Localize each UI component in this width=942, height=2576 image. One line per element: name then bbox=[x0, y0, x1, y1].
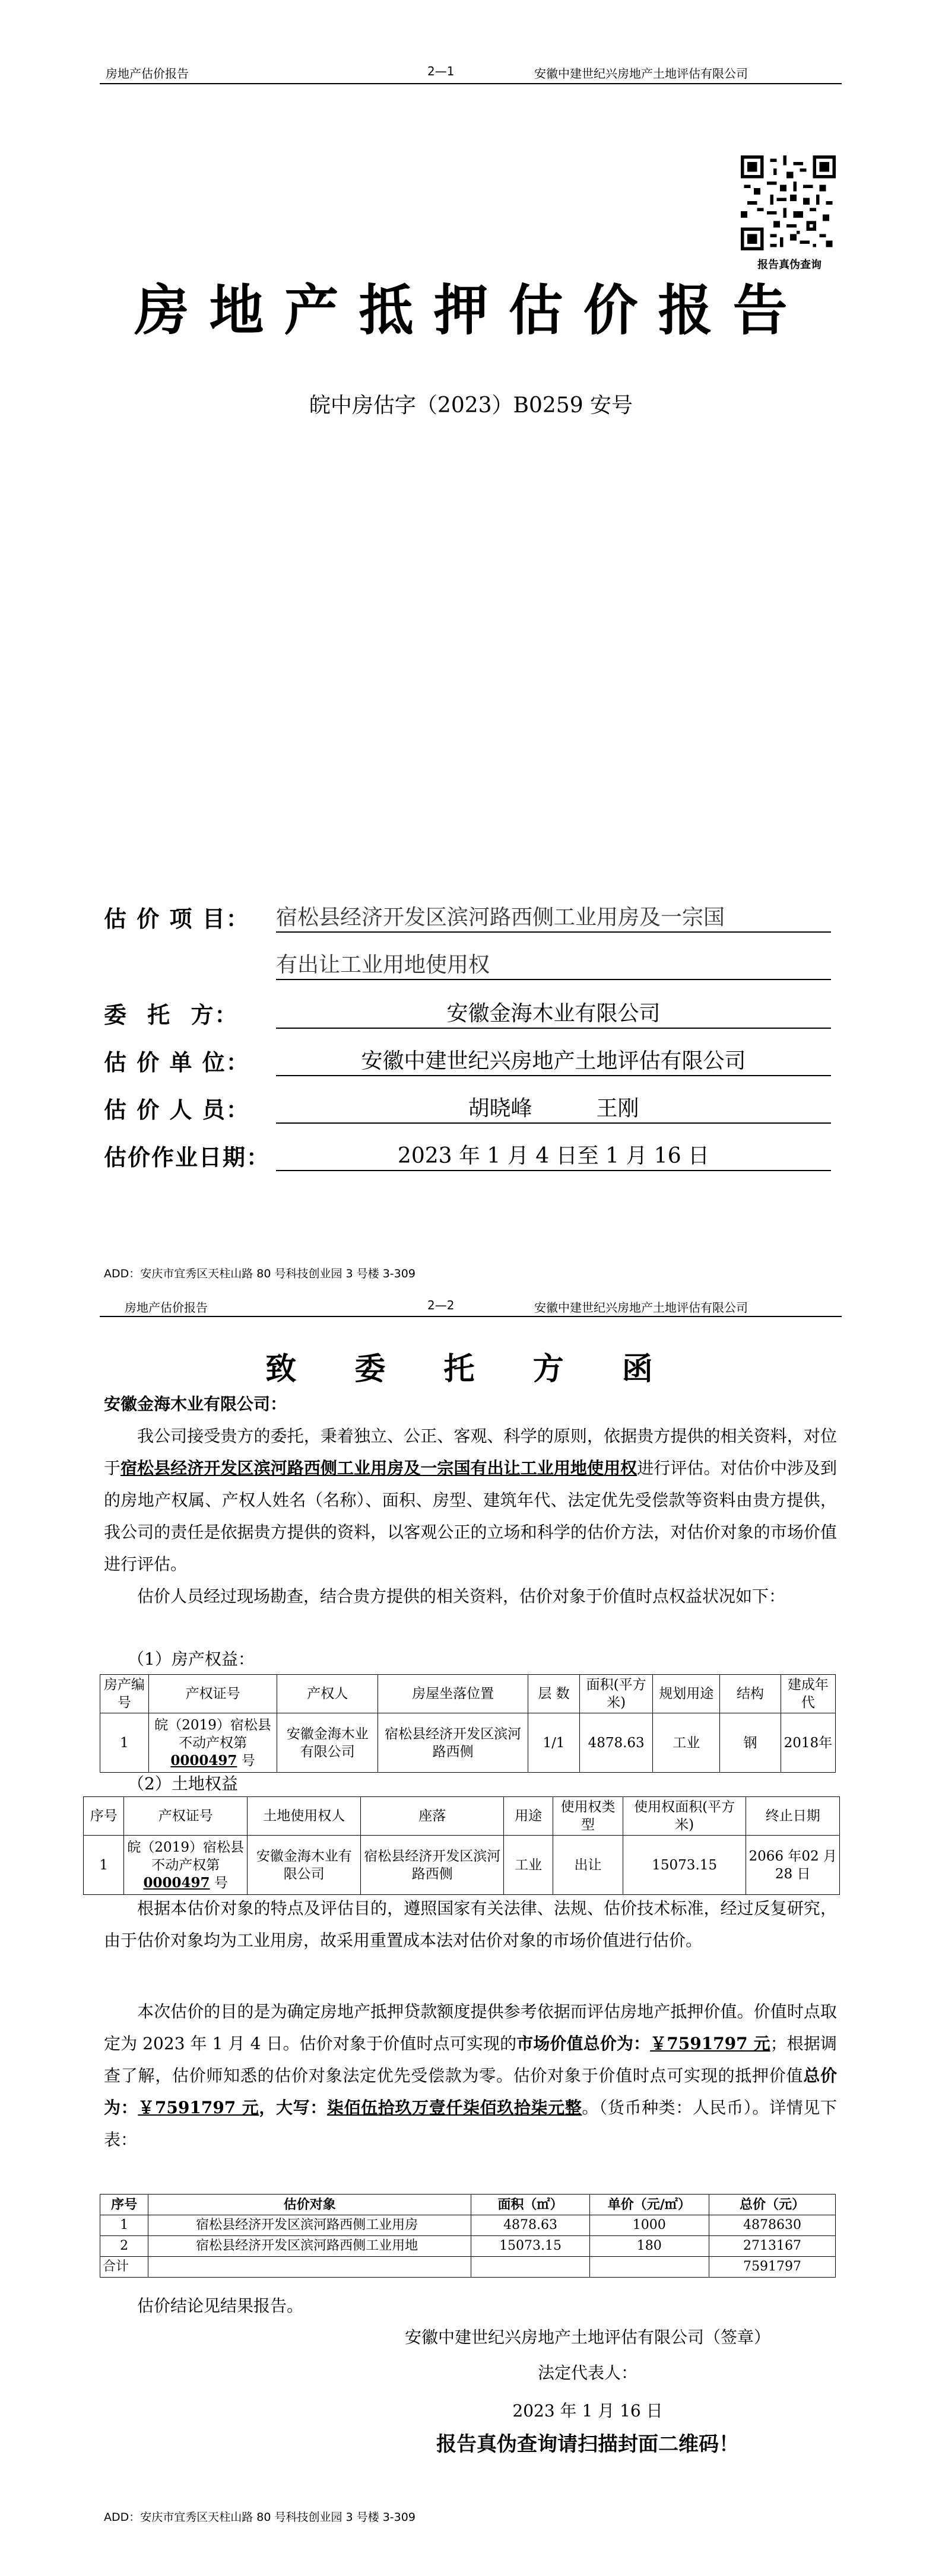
p4-capital-label: ，大写： bbox=[259, 2098, 327, 2117]
table-cell: 1000 bbox=[589, 2215, 709, 2236]
table-cell: 宿松县经济开发区滨河路西侧工业用房 bbox=[148, 2215, 471, 2236]
cert-suffix: 号 bbox=[214, 1875, 228, 1891]
table-cell: 合计 bbox=[100, 2257, 148, 2278]
table-cell: 1/1 bbox=[528, 1713, 579, 1773]
table-cell: 出让 bbox=[553, 1836, 623, 1895]
table-cell: 4878630 bbox=[709, 2215, 835, 2236]
date-value: 2023 年 1 月 4 日至 1 月 16 日 bbox=[397, 1144, 710, 1168]
table-cell: 2018年 bbox=[781, 1713, 835, 1773]
cert-number: 0000497 bbox=[143, 1874, 210, 1891]
date-label: 估价作业日期： bbox=[104, 1144, 271, 1171]
table-header-row bbox=[100, 1675, 836, 1713]
client-value: 安徽金海木业有限公司 bbox=[446, 1001, 661, 1026]
table-cell: 宿松县经济开发区滨河路西侧工业用地 bbox=[148, 2236, 471, 2257]
table-header: 房产编号 bbox=[100, 1675, 149, 1713]
table-header-row bbox=[84, 1797, 840, 1836]
table-cell: 2 bbox=[100, 2236, 148, 2257]
table-cell: 4878.63 bbox=[471, 2215, 589, 2236]
table-header: 序号 bbox=[100, 2195, 148, 2215]
table-cell: 1 bbox=[100, 2215, 148, 2236]
p4-mortgage-total-label: 总价为： bbox=[104, 2066, 837, 2117]
cert-prefix: 皖（2019）宿松县不动产权第 bbox=[127, 1839, 244, 1873]
table-header: 座落 bbox=[361, 1797, 504, 1836]
table-header: 房屋坐落位置 bbox=[378, 1675, 528, 1713]
page1-header-right: 安徽中建世纪兴房地产土地评估有限公司 bbox=[534, 66, 748, 81]
table-cell: 安徽金海木业有限公司 bbox=[277, 1713, 378, 1773]
p4-total-label: 总价为： bbox=[583, 2034, 651, 2053]
table-row bbox=[100, 2236, 836, 2257]
qr-code-icon[interactable] bbox=[741, 155, 836, 250]
qr-caption: 报告真伪查询 bbox=[757, 259, 822, 271]
p1-text-b: 进行评估。对估价中涉及到的房地产权属、产权人姓名（名称）、面积、房型、建筑年代、法定优先受偿款等资料由贵方提供，我公司的责任是依据贵方提供的资料，以客观公正的立场和科学的估价方法，对估价对象的市场价值进行评估。 bbox=[104, 1458, 837, 1574]
table-cell: 7591797 bbox=[709, 2257, 835, 2278]
page1-address: ADD：安庆市宜秀区天柱山路 80 号科技创业园 3 号楼 3-309 bbox=[104, 1267, 416, 1280]
table-cell: 2713167 bbox=[709, 2236, 835, 2257]
table-header: 产权证号 bbox=[124, 1797, 248, 1836]
signature-company: 安徽中建世纪兴房地产土地评估有限公司（签章） bbox=[404, 2327, 770, 2347]
summary-table bbox=[100, 2194, 836, 2278]
salutation: 安徽金海木业有限公司： bbox=[104, 1394, 287, 1414]
project-underline-2 bbox=[276, 979, 831, 980]
table-row-total bbox=[100, 2257, 836, 2278]
table-cell: 工业 bbox=[653, 1713, 720, 1773]
page2-address: ADD：安庆市宜秀区天柱山路 80 号科技创业园 3 号楼 3-309 bbox=[104, 2511, 416, 2524]
house-rights-table bbox=[100, 1674, 836, 1773]
table-cell: 钢 bbox=[720, 1713, 781, 1773]
project-value-line1: 宿松县经济开发区滨河路西侧工业用房及一宗国 bbox=[276, 905, 725, 930]
project-label: 估 价 项 目： bbox=[104, 905, 250, 932]
appraiser-value: 安徽中建世纪兴房地产土地评估有限公司 bbox=[361, 1049, 746, 1073]
table-cell: 2066 年02 月 28 日 bbox=[746, 1836, 840, 1895]
table-row bbox=[100, 1713, 836, 1773]
table-header: 总价（元） bbox=[709, 2195, 835, 2215]
p4-text-f: 。（货币种类：人民币）。详情见下表： bbox=[104, 2098, 837, 2149]
page1-header-rule bbox=[100, 83, 842, 84]
table-row bbox=[100, 2215, 836, 2236]
client-underline bbox=[276, 1028, 831, 1029]
table-header: 结构 bbox=[720, 1675, 781, 1713]
p1-text-a: 我公司接受贵方的委托，秉着独立、公正、客观、科学的原则，依据贵方提供的相关资料，对位于 bbox=[104, 1426, 837, 1478]
persons-value: 胡晓峰 王刚 bbox=[468, 1096, 639, 1121]
client-label: 委 托 方： bbox=[104, 1001, 239, 1028]
date-underline bbox=[276, 1170, 831, 1171]
table-header: 规划用途 bbox=[653, 1675, 720, 1713]
table-cell: 宿松县经济开发区滨河路西侧 bbox=[378, 1713, 528, 1773]
table-cell: 4878.63 bbox=[580, 1713, 653, 1773]
table-cell: 15073.15 bbox=[623, 1836, 746, 1895]
table-header: 层 数 bbox=[528, 1675, 579, 1713]
land-rights-table bbox=[83, 1796, 840, 1895]
letter-title: 致 委 托 方 函 bbox=[265, 1351, 677, 1387]
p1-property-name: 宿松县经济开发区滨河路西侧工业用房及一宗国有出让工业用地使用权 bbox=[120, 1458, 637, 1478]
p4-text-a: 本次估价的目的是为确定房地产抵押贷款额度提供参考依据而评估房地产抵押价值。价值时点取定为 2023 年 1 月 4 日。估价对象于价值时点可实现的 bbox=[104, 2002, 837, 2053]
persons-label: 估 价 人 员： bbox=[104, 1096, 250, 1123]
page1-header-left: 房地产估价报告 bbox=[106, 66, 189, 81]
house-rights-label: （1）房产权益： bbox=[128, 1649, 255, 1669]
table-cell-cert bbox=[148, 1713, 277, 1773]
paragraph-2: 估价人员经过现场勘查，结合贵方提供的相关资料，估价对象于价值时点权益状况如下： bbox=[137, 1586, 786, 1606]
page2-header-page-no: 2—2 bbox=[427, 1298, 455, 1312]
cover-title: 房地产抵押估价报告 bbox=[134, 278, 808, 342]
signature-date: 2023 年 1 月 16 日 bbox=[512, 2401, 663, 2421]
table-header: 建成年代 bbox=[781, 1675, 835, 1713]
paragraph-5: 估价结论见结果报告。 bbox=[137, 2296, 304, 2316]
table-header: 序号 bbox=[84, 1797, 124, 1836]
table-cell: 宿松县经济开发区滨河路西侧 bbox=[361, 1836, 504, 1895]
project-underline-1 bbox=[276, 931, 831, 933]
table-header: 面积（㎡） bbox=[471, 2195, 589, 2215]
table-header: 终止日期 bbox=[746, 1797, 840, 1836]
p4-text-d: ；根据调查了解，估价师知悉的估价对象法定优先受偿款为零。估价对象于价值时点可实现的抵押价值 bbox=[104, 2034, 837, 2085]
p4-market-value: ￥7591797 元 bbox=[650, 2034, 770, 2053]
project-value-line2: 有出让工业用地使用权 bbox=[276, 953, 490, 977]
cert-suffix: 号 bbox=[241, 1753, 255, 1769]
table-header: 产权证号 bbox=[148, 1675, 277, 1713]
table-header: 面积(平方米) bbox=[580, 1675, 653, 1713]
table-cell: 安徽金海木业有限公司 bbox=[248, 1836, 361, 1895]
page1-header-page-no: 2—1 bbox=[427, 64, 455, 78]
paragraph-3: 根据本估价对象的特点及评估目的，遵照国家有关法律、法规、估价技术标准，经过反复研究，由于估价对象均为工业用房，故采用重置成本法对估价对象的市场价值进行估价。 bbox=[104, 1898, 837, 1950]
table-header: 单价（元/㎡） bbox=[589, 2195, 709, 2215]
table-cell bbox=[148, 2257, 471, 2278]
table-cell bbox=[589, 2257, 709, 2278]
table-row bbox=[84, 1836, 840, 1895]
paragraph-4 bbox=[104, 1996, 837, 2156]
report-number: 皖中房估字（2023）B0259 安号 bbox=[309, 393, 633, 418]
paragraph-1 bbox=[104, 1420, 837, 1580]
persons-underline bbox=[276, 1122, 831, 1124]
table-cell: 180 bbox=[589, 2236, 709, 2257]
table-header-row bbox=[100, 2195, 836, 2215]
p4-market-value-label: 市场价值 bbox=[516, 2034, 583, 2053]
p4-capital-value: 柒佰伍拾玖万壹仟柒佰玖拾柒元整 bbox=[326, 2098, 582, 2117]
table-header: 估价对象 bbox=[148, 2195, 471, 2215]
table-header: 产权人 bbox=[277, 1675, 378, 1713]
table-cell: 15073.15 bbox=[471, 2236, 589, 2257]
table-cell: 工业 bbox=[504, 1836, 553, 1895]
table-cell bbox=[471, 2257, 589, 2278]
page2-header-left: 房地产估价报告 bbox=[125, 1300, 208, 1315]
table-header: 使用权类型 bbox=[553, 1797, 623, 1836]
appraiser-underline bbox=[276, 1075, 831, 1076]
table-cell: 1 bbox=[100, 1713, 149, 1773]
p4-mortgage-value: ￥7591797 元 bbox=[138, 2098, 259, 2117]
table-cell: 1 bbox=[84, 1836, 124, 1895]
page2-header-right: 安徽中建世纪兴房地产土地评估有限公司 bbox=[534, 1300, 748, 1315]
table-header: 土地使用权人 bbox=[248, 1797, 361, 1836]
appraiser-label: 估 价 单 位： bbox=[104, 1049, 250, 1076]
table-cell-cert bbox=[124, 1836, 248, 1895]
cert-number: 0000497 bbox=[170, 1752, 237, 1769]
signature-rep: 法定代表人： bbox=[537, 2363, 637, 2383]
page2-header-rule bbox=[100, 1316, 842, 1317]
land-rights-label: （2）土地权益 bbox=[128, 1774, 238, 1793]
table-header: 使用权面积(平方米) bbox=[623, 1797, 746, 1836]
authenticity-notice: 报告真伪查询请扫描封面二维码！ bbox=[436, 2432, 739, 2456]
table-header: 用途 bbox=[504, 1797, 553, 1836]
cert-prefix: 皖（2019）宿松县不动产权第 bbox=[154, 1717, 271, 1751]
